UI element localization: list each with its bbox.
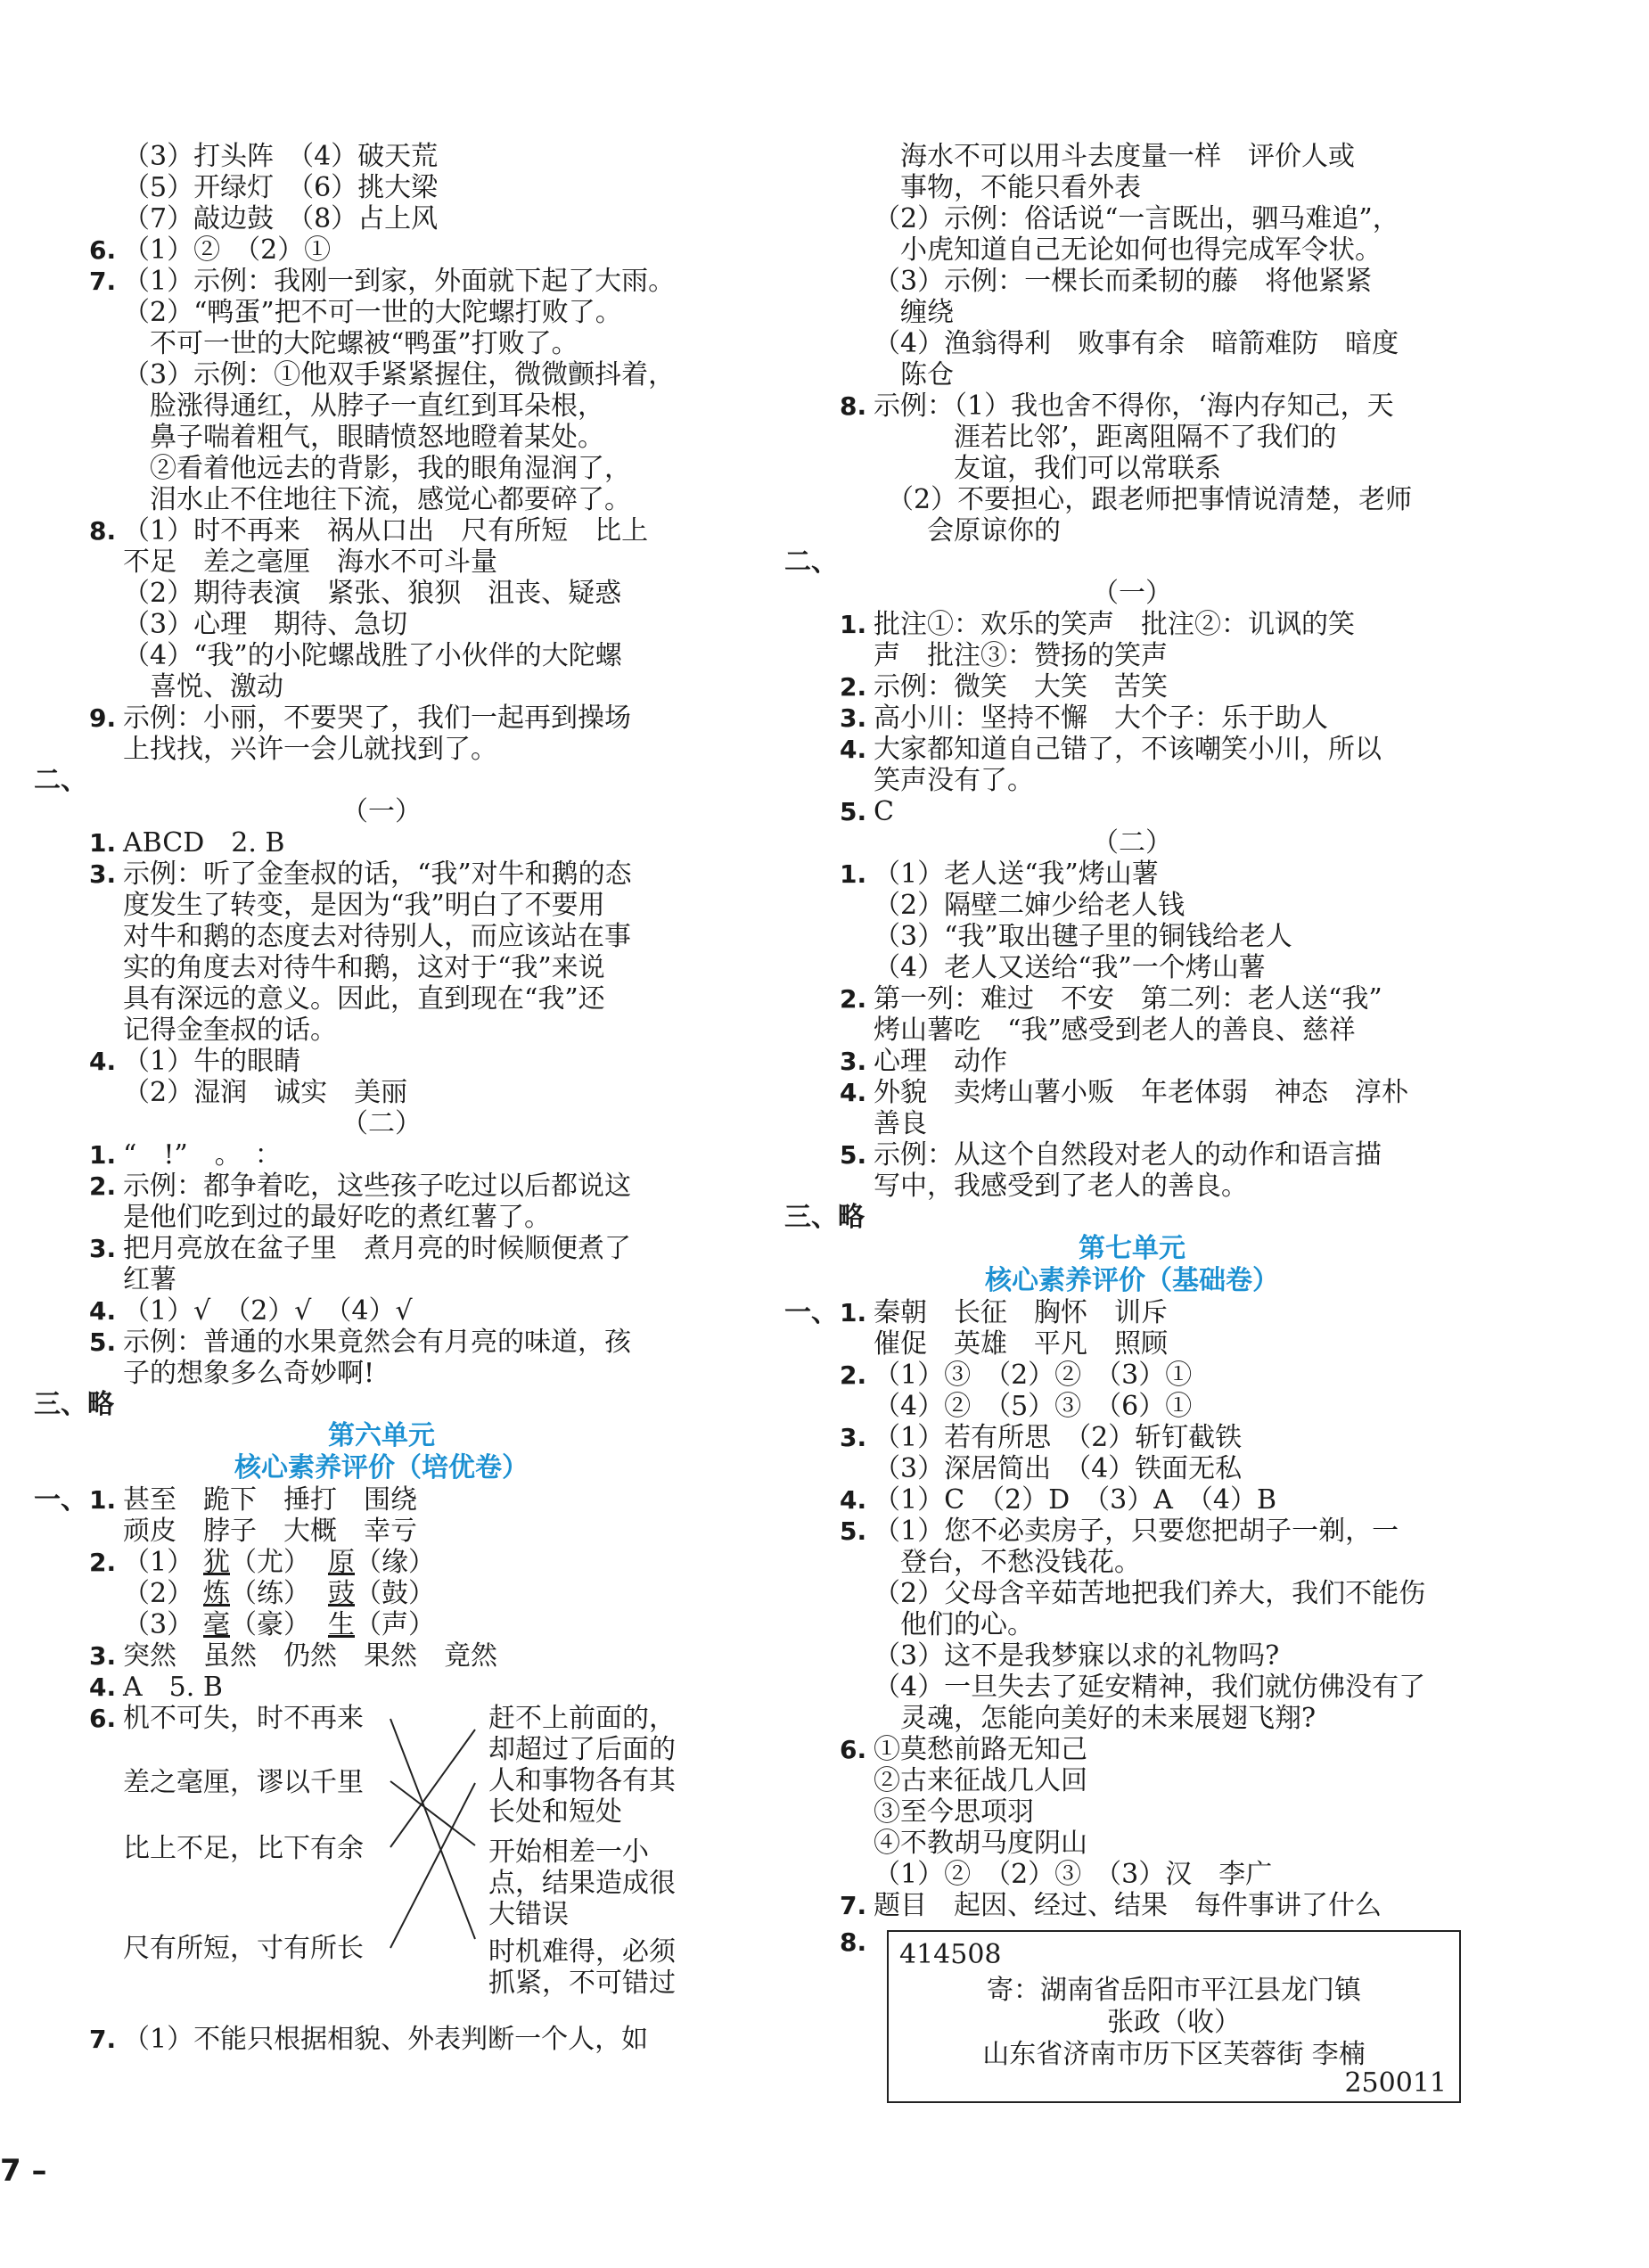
question-number: 3. <box>89 1234 117 1263</box>
answer-text: 把月亮放在盆子里 煮月亮的时候顺便煮了 <box>123 1233 631 1264</box>
answer-text: （2）“鸭蛋”把不可一世的大陀螺打败了。 <box>123 297 622 328</box>
right-top-line <box>784 297 1480 328</box>
answer-text: （1）√ （2）√ （4）√ <box>123 1295 413 1327</box>
answer-text: 度发生了转变，是因为“我”明白了不要用 <box>123 890 605 921</box>
left-top-line <box>34 203 729 234</box>
answer-text: 大家都知道自己错了，不该嘲笑小川，所以 <box>874 734 1382 765</box>
answer-text: 会原谅你的 <box>874 515 1061 546</box>
match-right-item: 赶不上前面的， <box>488 1703 676 1734</box>
left-top-line <box>34 578 729 609</box>
question-number: 1. <box>840 859 867 889</box>
answer-text: （2）不要担心，跟老师把事情说清楚，老师 <box>874 484 1413 515</box>
unit7-line <box>784 1703 1480 1734</box>
right-2b-line <box>784 1015 1480 1046</box>
answer-text: （2）期待表演 紧张、狼狈 沮丧、疑惑 <box>123 578 622 609</box>
answer-text: 泪水止不住地往下流，感觉心都要碎了。 <box>123 484 631 515</box>
right-2a-line <box>784 671 1480 703</box>
answer-text: 批注①：欢乐的笑声 批注②：讥讽的笑 <box>874 609 1355 640</box>
right-2b-line <box>784 921 1480 952</box>
answer-text: 笑声没有了。 <box>874 765 1034 796</box>
left-2b-line <box>34 1139 729 1171</box>
answer-text: 登台，不愁没钱花。 <box>874 1547 1141 1578</box>
right-2b-line <box>784 1139 1480 1171</box>
section-3-label-right: 三、略 <box>784 1202 865 1233</box>
right-top-line <box>784 266 1480 297</box>
match-left-item: 尺有所短，寸有所长 <box>123 1933 364 1964</box>
u6-q2-line <box>34 1578 729 1609</box>
u7-q8 <box>784 1921 1480 2108</box>
unit7-line <box>784 1547 1480 1578</box>
answer-text: （3）“我”取出毽子里的铜钱给老人 <box>874 921 1292 952</box>
right-2a-line <box>784 765 1480 796</box>
u6-q2 <box>34 1547 729 1640</box>
left-2b-line <box>34 1202 729 1233</box>
section-3-label: 三、略 <box>34 1389 114 1420</box>
answer-text: （1）C （2）D （3）A （4）B <box>874 1484 1277 1516</box>
answer-text: （3）示例：一棵长而柔韧的藤 将他紧紧 <box>874 266 1373 297</box>
answer-text: ②看着他远去的背影，我的眼角湿润了， <box>123 453 631 484</box>
left-top-line <box>34 640 729 671</box>
answer-text: 外貌 卖烤山薯小贩 年老体弱 神态 淳朴 <box>874 1077 1408 1108</box>
left-2b-line <box>34 1264 729 1295</box>
unit7-answers <box>784 1297 1480 1921</box>
answer-text: 红薯 <box>123 1264 176 1295</box>
envelope-zip-to: 414508 <box>899 1939 1002 1970</box>
section-2-row <box>34 765 729 796</box>
answer-text: ④不教胡马度阴山 <box>874 1828 1087 1859</box>
left-top-answers <box>34 141 729 765</box>
u6-q1-row-b <box>34 1516 729 1547</box>
u7-section-1-label: 一、 <box>784 1297 838 1328</box>
left-2a-line <box>34 921 729 952</box>
question-number: 5. <box>840 1516 867 1546</box>
question-number: 1. <box>840 1298 867 1327</box>
unit7-line <box>784 1391 1480 1422</box>
answer-text: ABCD 2. B <box>123 827 285 859</box>
left-column <box>34 141 729 2055</box>
question-number: 2. <box>89 1171 117 1201</box>
answer-text: 心理 动作 <box>874 1046 1007 1077</box>
question-number: 9. <box>89 703 117 733</box>
right-section-2b <box>784 859 1480 1202</box>
answer-text: （3）深居简出 （4）铁面无私 <box>874 1453 1243 1484</box>
answer-text: 友谊，我们可以常联系 <box>874 453 1221 484</box>
section-2-label-right: 二、 <box>784 546 838 578</box>
left-top-line <box>34 141 729 172</box>
answer-text: 对牛和鹅的态度去对待别人，而应该站在事 <box>123 921 631 952</box>
answer-text: （1）② （2）① <box>123 234 332 266</box>
left-top-line <box>34 515 729 546</box>
unit7-line <box>784 1578 1480 1609</box>
answer-text: 题目 起因、经过、结果 每件事讲了什么 <box>874 1890 1382 1921</box>
answer-text: C <box>874 796 894 827</box>
answer-text: 涯若比邻’，距离阻隔不了我们的 <box>874 422 1337 453</box>
question-number: 8. <box>840 391 867 421</box>
left-top-line <box>34 609 729 640</box>
match-right-item: 却超过了后面的 <box>488 1734 676 1765</box>
left-2b-line <box>34 1233 729 1264</box>
u6-q3-text: 突然 虽然 仍然 果然 竟然 <box>123 1640 497 1672</box>
answer-text: 示例：听了金奎叔的话，“我”对牛和鹅的态 <box>123 859 632 890</box>
left-top-line <box>34 703 729 734</box>
right-top-line <box>784 390 1480 422</box>
unit7-line <box>784 1297 1480 1328</box>
u6-q2-wrong-char: 犹 <box>203 1547 230 1578</box>
left-2b-line <box>34 1171 729 1202</box>
match-left-item: 比上不足，比下有余 <box>123 1833 364 1864</box>
answer-text: （4）渔翁得利 败事有余 暗箭难防 暗度 <box>874 328 1399 359</box>
u7-q8-num: 8. <box>840 1927 867 1957</box>
answer-text: （1）牛的眼睛 <box>123 1046 301 1077</box>
answer-text: 写中，我感受到了老人的善良。 <box>874 1171 1248 1202</box>
question-number: 2. <box>840 672 867 702</box>
right-top-answers <box>784 141 1480 546</box>
right-2b-line <box>784 1046 1480 1077</box>
match-line-2 <box>390 1781 475 1845</box>
right-top-line <box>784 453 1480 484</box>
answer-text: 催促 英雄 平凡 照顾 <box>874 1328 1168 1360</box>
u6-q2-correct-char: （豪） <box>230 1609 310 1640</box>
right-section-2a <box>784 609 1480 827</box>
unit7-line <box>784 1609 1480 1640</box>
u6-q2-correct-char: （尤） <box>230 1547 310 1578</box>
answer-text: 是他们吃到过的最好吃的煮红薯了。 <box>123 1202 551 1233</box>
question-number: 6. <box>840 1735 867 1764</box>
right-top-line <box>784 328 1480 359</box>
answer-text: （3）心理 期待、急切 <box>123 609 408 640</box>
question-number: 1. <box>840 610 867 639</box>
answer-text: （2）湿润 诚实 美丽 <box>123 1077 408 1108</box>
answer-text: 善良 <box>874 1108 927 1139</box>
match-right-item: 开始相差一小 <box>488 1837 649 1868</box>
left-top-line <box>34 390 729 422</box>
unit7-line <box>784 1890 1480 1921</box>
answer-text: ②古来征战几人回 <box>874 1765 1087 1796</box>
u6-q2-num: 2. <box>89 1548 117 1577</box>
left-top-line <box>34 359 729 390</box>
unit7-line <box>784 1828 1480 1859</box>
unit7-line <box>784 1328 1480 1360</box>
section-3-row <box>34 1389 729 1420</box>
match-line-4 <box>390 1783 475 1948</box>
answer-text: 高小川：坚持不懈 大个子：乐于助人 <box>874 703 1328 734</box>
answer-text: （2）父母含辛茹苦地把我们养大，我们不能伤 <box>874 1578 1426 1609</box>
match-right-item: 人和事物各有其 <box>488 1765 676 1796</box>
right-top-line <box>784 141 1480 172</box>
left-top-line <box>34 297 729 328</box>
left-top-line <box>34 671 729 703</box>
right-2a-line <box>784 734 1480 765</box>
right-2a-line <box>784 640 1480 671</box>
unit7-line <box>784 1516 1480 1547</box>
right-2b-line <box>784 890 1480 921</box>
u6-q2-wrong-char: 炼 <box>203 1578 230 1609</box>
right-top-line <box>784 172 1480 203</box>
left-top-line <box>34 422 729 453</box>
question-number: 3. <box>840 703 867 733</box>
question-number: 1. <box>89 1140 117 1170</box>
match-left-item: 机不可失，时不再来 <box>123 1703 364 1734</box>
answer-text: （1）③ （2）② （3）① <box>874 1360 1193 1391</box>
u6-q2-wrong-char: 原 <box>328 1547 355 1578</box>
envelope-address-to: 寄：湖南省岳阳市平江县龙门镇 <box>987 1975 1361 2006</box>
left-top-line <box>34 234 729 266</box>
u6-q45-row <box>34 1672 729 1703</box>
question-number: 4. <box>89 1047 117 1076</box>
u6-q3-row <box>34 1640 729 1672</box>
envelope-address-from: 山东省济南市历下区芙蓉街 李楠 <box>982 2039 1366 2070</box>
right-top-line <box>784 359 1480 390</box>
u6-q2-sub-label: （3） <box>123 1609 194 1640</box>
answer-text: 脸涨得通红，从脖子一直红到耳朵根， <box>123 390 604 422</box>
answer-text: （1）若有所思 （2）斩钉截铁 <box>874 1422 1243 1453</box>
u6-q7-text: （1）不能只根据相貌、外表判断一个人，如 <box>123 2024 649 2055</box>
question-number: 4. <box>89 1296 117 1326</box>
unit7-title: 第七单元 <box>1079 1233 1185 1264</box>
answer-text: （4）“我”的小陀螺战胜了小伙伴的大陀螺 <box>123 640 622 671</box>
envelope-zip-from: 250011 <box>1344 2067 1447 2099</box>
left-top-line <box>34 484 729 515</box>
section-3-row-right <box>784 1202 1480 1233</box>
left-2a-line <box>34 983 729 1015</box>
answer-text: （1）您不必卖房子，只要您把胡子一剃，一 <box>874 1516 1399 1547</box>
right-2b-line <box>784 983 1480 1015</box>
u6-q2-line <box>34 1609 729 1640</box>
left-top-line <box>34 546 729 578</box>
answer-text: 喜悦、激动 <box>123 671 283 703</box>
match-right-item: 抓紧，不可错过 <box>488 1968 676 1999</box>
answer-text: （4）② （5）③ （6）① <box>874 1391 1193 1422</box>
answer-text: 具有深远的意义。因此，直到现在“我”还 <box>123 983 605 1015</box>
question-number: 4. <box>840 1078 867 1107</box>
u6-q2-sub-label: （2） <box>123 1578 194 1609</box>
answer-text: 示例：都争着吃，这些孩子吃过以后都说这 <box>123 1171 631 1202</box>
answer-text: （2）隔壁二婶少给老人钱 <box>874 890 1185 921</box>
unit7-line <box>784 1796 1480 1828</box>
unit7-line <box>784 1859 1480 1890</box>
right-2a-line <box>784 609 1480 640</box>
u6-q4-num: 4. <box>89 1672 117 1702</box>
right-2b-line <box>784 1171 1480 1202</box>
answer-text: 示例：（1）我也舍不得你，‘海内存知己，天 <box>874 390 1394 422</box>
answer-text: （1）老人送“我”烤山薯 <box>874 859 1159 890</box>
question-number: 4. <box>840 735 867 764</box>
answer-text: 缠绕 <box>874 297 954 328</box>
subsection-1-label-right: （一） <box>1092 578 1172 609</box>
right-2a-line <box>784 796 1480 827</box>
u6-q45-text: A 5. B <box>123 1672 223 1703</box>
section-2-label: 二、 <box>34 765 87 796</box>
left-2a-line <box>34 859 729 890</box>
unit7-line <box>784 1360 1480 1391</box>
unit7-line <box>784 1453 1480 1484</box>
answer-text: 陈仓 <box>874 359 954 390</box>
envelope-box <box>887 1930 1461 2103</box>
left-top-line <box>34 172 729 203</box>
answer-text: （1）时不再来 祸从口出 尺有所短 比上 <box>123 515 649 546</box>
answer-text: “ !” 。 ： <box>123 1139 282 1171</box>
right-2b-line <box>784 952 1480 983</box>
left-2a-line <box>34 890 729 921</box>
right-2b-line <box>784 1108 1480 1139</box>
answer-text: 事物，不能只看外表 <box>874 172 1141 203</box>
question-number: 7. <box>840 1891 867 1920</box>
question-number: 3. <box>840 1423 867 1452</box>
left-section-2b <box>34 1139 729 1389</box>
answer-text: （1）② （2）③ （3）汉 李广 <box>874 1859 1273 1890</box>
question-number: 8. <box>89 516 117 546</box>
u6-q7-row <box>34 2024 729 2055</box>
answer-text: 灵魂，怎能向美好的未来展翅飞翔? <box>874 1703 1317 1734</box>
unit6-title: 第六单元 <box>328 1420 435 1451</box>
match-right-item: 时机难得，必须 <box>488 1936 676 1968</box>
right-top-line <box>784 234 1480 266</box>
answer-text: 不足 差之毫厘 海水不可斗量 <box>123 546 497 578</box>
subsection-2-label: （二） <box>341 1108 422 1139</box>
answer-text: （7）敲边鼓 （8）占上风 <box>123 203 439 234</box>
u6-q2-correct-char: （练） <box>230 1578 310 1609</box>
envelope-recipient: 张政（收） <box>1107 2007 1241 2038</box>
question-number: 5. <box>89 1327 117 1357</box>
u6-q1-line-b: 顽皮 脖子 大概 幸亏 <box>123 1516 417 1547</box>
answer-text: （5）开绿灯 （6）挑大梁 <box>123 172 439 203</box>
subsection-1-label: （一） <box>341 796 422 827</box>
left-2a-line <box>34 827 729 859</box>
right-top-line <box>784 484 1480 515</box>
question-number: 2. <box>840 1360 867 1390</box>
u6-q2-line <box>34 1547 729 1578</box>
right-top-line <box>784 422 1480 453</box>
question-number: 4. <box>840 1485 867 1515</box>
u6-q2-correct-char: （缘） <box>355 1547 435 1578</box>
right-2b-line <box>784 1077 1480 1108</box>
answer-text: 烤山薯吃 “我”感受到老人的善良、慈祥 <box>874 1015 1356 1046</box>
right-top-line <box>784 203 1480 234</box>
left-2b-line <box>34 1295 729 1327</box>
right-2a-line <box>784 703 1480 734</box>
question-number: 1. <box>89 828 117 858</box>
answer-text: 子的想象多么奇妙啊! <box>123 1358 375 1389</box>
u6-q1-row-a <box>34 1484 729 1516</box>
left-top-line <box>34 328 729 359</box>
unit6-subtitle: 核心素养评价（培优卷） <box>234 1452 529 1483</box>
u6-q6-matching <box>34 1703 729 2024</box>
left-2a-line <box>34 1077 729 1108</box>
answer-text: 示例：微笑 大笑 苦笑 <box>874 671 1168 703</box>
question-number: 5. <box>840 797 867 826</box>
match-right-item: 大错误 <box>488 1899 569 1930</box>
answer-text: 示例：小丽，不要哭了，我们一起再到操场 <box>123 703 631 734</box>
left-2b-line <box>34 1327 729 1358</box>
subsection-2-label-right: （二） <box>1092 827 1172 859</box>
left-2a-line <box>34 952 729 983</box>
u6-q7-num: 7. <box>89 2025 117 2054</box>
answer-text: （3）示例：①他双手紧紧握住，微微颤抖着， <box>123 359 676 390</box>
answer-text: 不可一世的大陀螺被“鸭蛋”打败了。 <box>123 328 578 359</box>
unit7-line <box>784 1672 1480 1703</box>
answer-text: 示例：从这个自然段对老人的动作和语言描 <box>874 1139 1382 1171</box>
answer-text: （4）老人又送给“我”一个烤山薯 <box>874 952 1266 983</box>
answer-text: 第一列：难过 不安 第二列：老人送“我” <box>874 983 1382 1015</box>
answer-text: （3）这不是我梦寐以求的礼物吗? <box>874 1640 1280 1672</box>
left-2a-line <box>34 1046 729 1077</box>
answer-text: （2）示例：俗话说“一言既出，驷马难追”， <box>874 203 1399 234</box>
answer-text: 他们的心。 <box>874 1609 1034 1640</box>
unit7-line <box>784 1484 1480 1516</box>
question-number: 2. <box>840 984 867 1014</box>
answer-text: （1）示例：我刚一到家，外面就下起了大雨。 <box>123 266 676 297</box>
u6-q1-line-a: 甚至 跪下 捶打 围绕 <box>123 1484 417 1516</box>
answer-text: 小虎知道自己无论如何也得完成军令状。 <box>874 234 1382 266</box>
left-section-2a <box>34 827 729 1108</box>
section-2-row-right <box>784 546 1480 578</box>
answer-text: 实的角度去对待牛和鹅，这对于“我”来说 <box>123 952 605 983</box>
u6-q2-wrong-char: 豉 <box>328 1578 355 1609</box>
answer-text: 海水不可以用斗去度量一样 评价人或 <box>874 141 1355 172</box>
left-top-line <box>34 453 729 484</box>
answer-text: 鼻子喘着粗气，眼睛愤怒地瞪着某处。 <box>123 422 604 453</box>
u6-q2-wrong-char: 毫 <box>203 1609 230 1640</box>
answer-text: （4）一旦失去了延安精神，我们就仿佛没有了 <box>874 1672 1426 1703</box>
unit7-line <box>784 1422 1480 1453</box>
left-2b-line <box>34 1358 729 1389</box>
match-left-item: 差之毫厘，谬以千里 <box>123 1767 364 1798</box>
question-number: 3. <box>89 859 117 889</box>
answer-text: 上找找，兴许一会儿就找到了。 <box>123 734 497 765</box>
answer-text: ③至今思项羽 <box>874 1796 1034 1828</box>
unit7-subtitle: 核心素养评价（基础卷） <box>985 1265 1279 1296</box>
question-number: 7. <box>89 267 117 296</box>
unit7-line <box>784 1765 1480 1796</box>
u6-section-1-label: 一、 <box>34 1484 87 1516</box>
question-number: 5. <box>840 1140 867 1170</box>
u6-q2-correct-char: （鼓） <box>355 1578 435 1609</box>
left-top-line <box>34 266 729 297</box>
u6-q6-num: 6. <box>89 1704 117 1733</box>
left-2a-line <box>34 1015 729 1046</box>
u6-q2-correct-char: （声） <box>355 1609 435 1640</box>
answer-text: 示例：普通的水果竟然会有月亮的味道，孩 <box>123 1327 631 1358</box>
u6-q1-num: 1. <box>89 1485 117 1515</box>
u6-q3-num: 3. <box>89 1641 117 1671</box>
answer-text: （3）打头阵 （4）破天荒 <box>123 141 439 172</box>
match-right-item: 点，结果造成很 <box>488 1868 676 1899</box>
answer-text: 秦朝 长征 胸怀 训斥 <box>874 1297 1168 1328</box>
page-number: 7 – <box>0 2153 47 2189</box>
answer-text: ①莫愁前路无知己 <box>874 1734 1087 1765</box>
right-2b-line <box>784 859 1480 890</box>
left-top-line <box>34 734 729 765</box>
answer-text: 记得金奎叔的话。 <box>123 1015 337 1046</box>
u6-q2-wrong-char: 生 <box>328 1609 355 1640</box>
question-number: 3. <box>840 1047 867 1076</box>
right-column <box>784 141 1480 2108</box>
answer-text: 声 批注③：赞扬的笑声 <box>874 640 1168 671</box>
question-number: 6. <box>89 235 117 265</box>
u6-q2-sub-label: （1） <box>123 1547 194 1578</box>
unit7-line <box>784 1640 1480 1672</box>
right-top-line <box>784 515 1480 546</box>
match-right-item: 长处和短处 <box>488 1796 622 1828</box>
unit7-line <box>784 1734 1480 1765</box>
